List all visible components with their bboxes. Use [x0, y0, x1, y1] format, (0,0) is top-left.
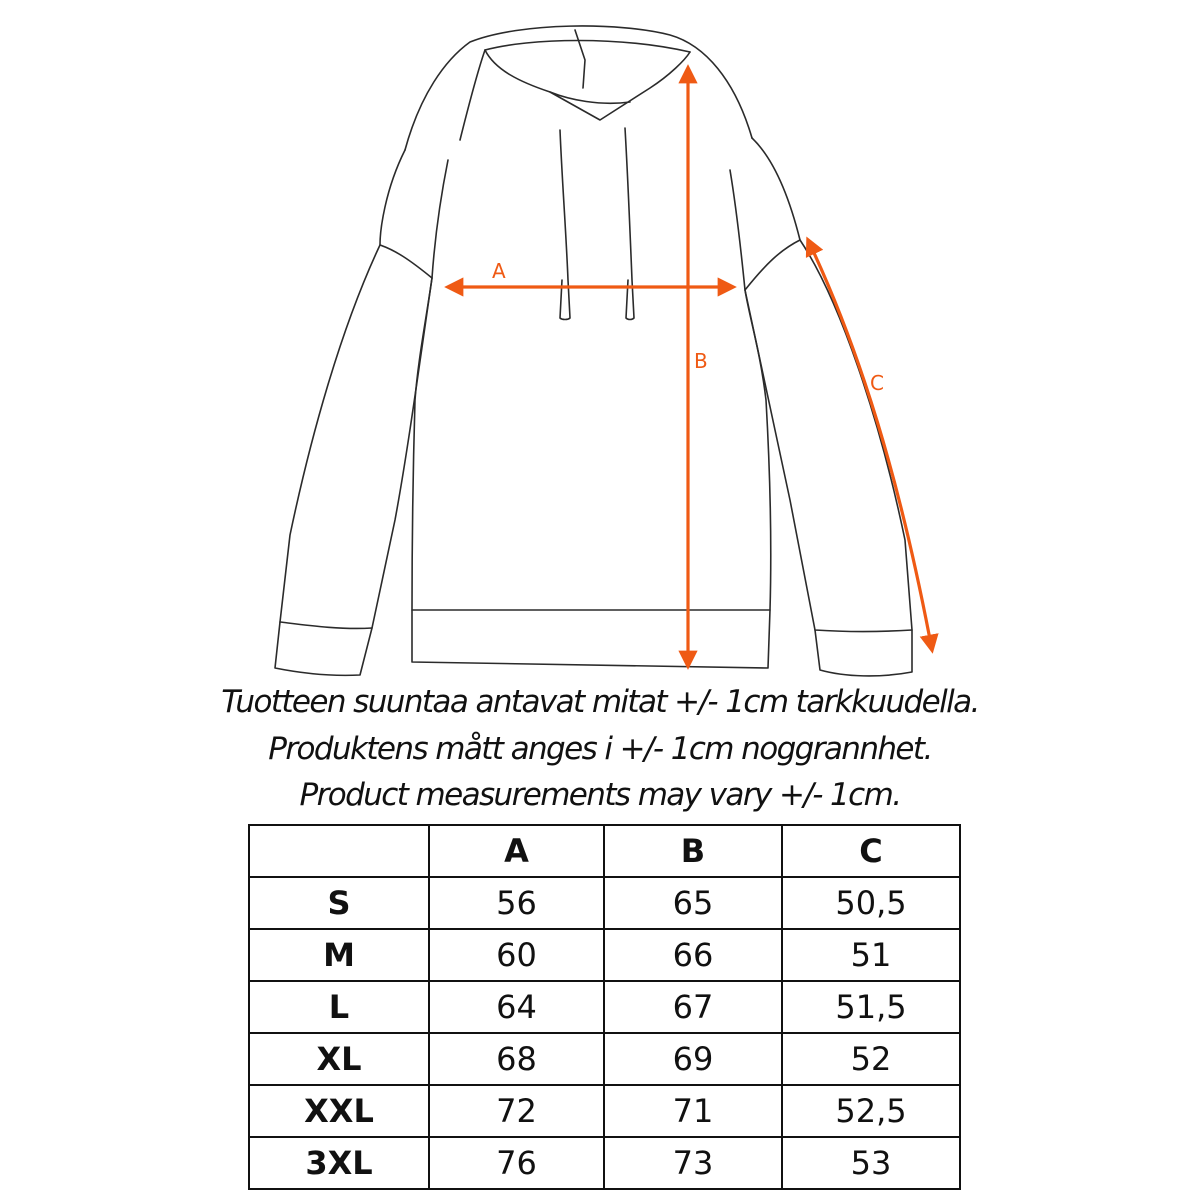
- label-c: C: [870, 371, 884, 395]
- label-a: A: [492, 259, 506, 283]
- value-a: 72: [429, 1085, 604, 1137]
- value-c: 52,5: [782, 1085, 960, 1137]
- value-c: 51: [782, 929, 960, 981]
- size-label: M: [249, 929, 429, 981]
- value-c: 51,5: [782, 981, 960, 1033]
- value-a: 64: [429, 981, 604, 1033]
- value-a: 60: [429, 929, 604, 981]
- value-a: 68: [429, 1033, 604, 1085]
- note-finnish: Tuotteen suuntaa antavat mitat +/- 1cm tarkkuudella.: [221, 684, 979, 720]
- header-cell-a: A: [429, 825, 604, 877]
- table-header-row: [249, 825, 960, 877]
- value-b: 67: [604, 981, 782, 1033]
- hoodie-outline: [275, 26, 912, 676]
- size-label: XXL: [249, 1085, 429, 1137]
- label-b: B: [694, 349, 708, 373]
- value-c: 50,5: [782, 877, 960, 929]
- table-row: [249, 981, 960, 1033]
- value-c: 52: [782, 1033, 960, 1085]
- arrow-c: [808, 240, 932, 650]
- table-row: [249, 1137, 960, 1189]
- table-row: [249, 877, 960, 929]
- header-cell-c: C: [782, 825, 960, 877]
- note-swedish: Produktens mått anges i +/- 1cm noggrannhet.: [268, 731, 932, 767]
- header-cell-b: B: [604, 825, 782, 877]
- value-b: 69: [604, 1033, 782, 1085]
- measurement-arrows: [448, 68, 932, 666]
- value-a: 76: [429, 1137, 604, 1189]
- size-label: XL: [249, 1033, 429, 1085]
- value-c: 53: [782, 1137, 960, 1189]
- value-a: 56: [429, 877, 604, 929]
- size-label: S: [249, 877, 429, 929]
- size-label: 3XL: [249, 1137, 429, 1189]
- table-row: [249, 929, 960, 981]
- value-b: 65: [604, 877, 782, 929]
- value-b: 66: [604, 929, 782, 981]
- value-b: 73: [604, 1137, 782, 1189]
- size-label: L: [249, 981, 429, 1033]
- value-b: 71: [604, 1085, 782, 1137]
- note-english: Product measurements may vary +/- 1cm.: [299, 777, 901, 813]
- size-table: [248, 824, 961, 1190]
- header-cell: [249, 825, 429, 877]
- table-row: [249, 1085, 960, 1137]
- table-row: [249, 1033, 960, 1085]
